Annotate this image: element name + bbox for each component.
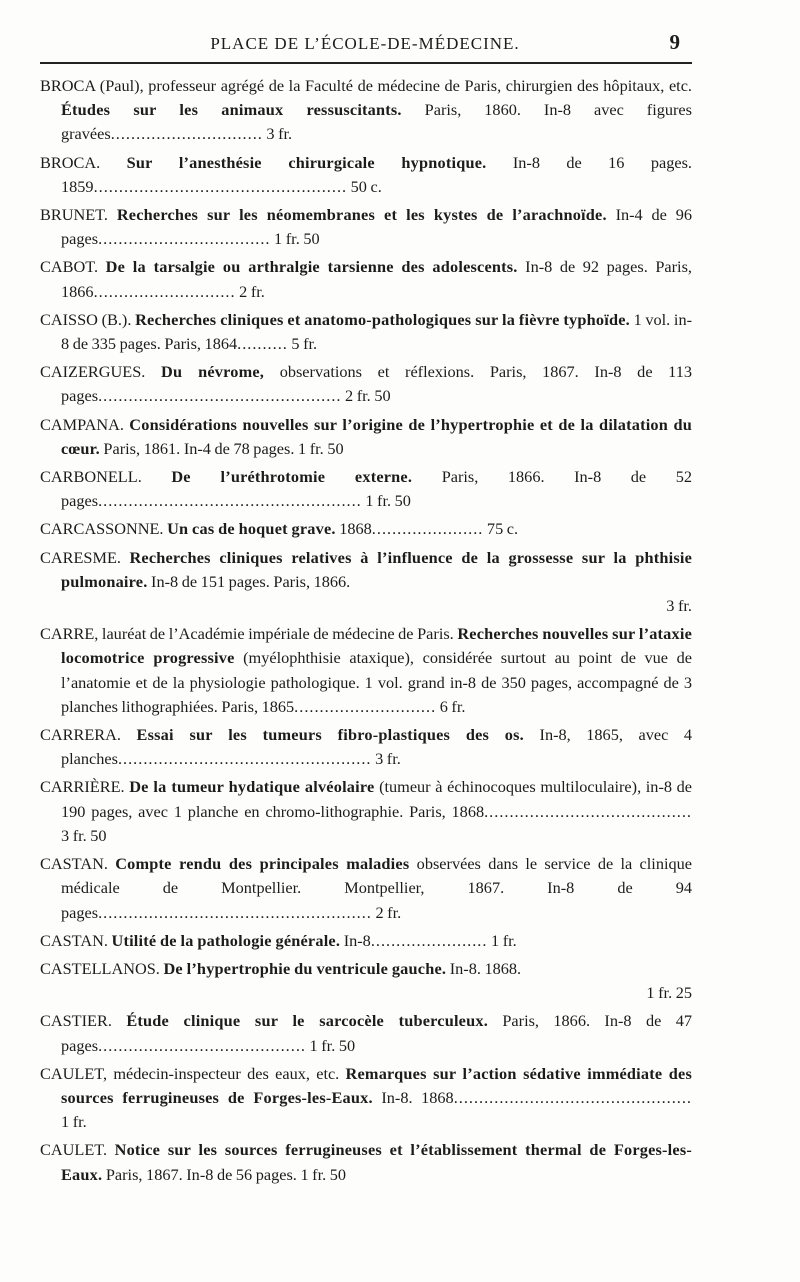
dot-leader: .......... [237, 334, 288, 354]
running-title: PLACE DE L’ÉCOLE-DE-MÉDECINE. [210, 34, 520, 53]
dot-leader: .................................................. [93, 176, 348, 196]
entry-title: Considérations nouvelles sur l’origine de l’hypertrophie et de la dilatation du cœur. [61, 414, 692, 458]
entry-details: In-8 de 92 pages. Paris, 1866 [61, 257, 692, 301]
entry-price: 3 fr. 50 [61, 825, 107, 845]
entry-details: In-8, 1865, avec 4 planches [61, 725, 692, 769]
entry-details: observations et réflexions. Paris, 1867. In-8 de 113 pages [61, 362, 693, 406]
page-number: 9 [669, 30, 680, 54]
entry-price: 3 fr. [375, 749, 401, 769]
entry-author: CARRE, lauréat de l’Académie impériale de médecine de Paris. [40, 624, 458, 644]
catalogue-entry [40, 1009, 692, 1057]
entry-author: BROCA. [40, 152, 127, 172]
catalogue-entry [40, 622, 692, 719]
entry-details: In-8 de 151 pages. Paris, 1866. [147, 571, 351, 591]
entry-details: In-8 de 16 pages. 1859 [61, 152, 692, 196]
entry-price: 2 fr. [375, 902, 402, 922]
catalogue-entry [40, 929, 692, 953]
entry-price: 2 fr. [239, 281, 265, 301]
catalogue-entry [40, 465, 692, 513]
entry-price: 1 fr. 50 [309, 1035, 356, 1055]
entry-title: Notice sur les sources ferrugineuses et l’établissement thermal de Forges-les-Eaux. [61, 1140, 692, 1184]
entry-author: CAULET, médecin-inspecteur des eaux, etc. [40, 1063, 346, 1083]
entry-title: De la tumeur hydatique alvéolaire [129, 777, 375, 797]
entry-author: BROCA (Paul), professeur agrégé de la Faculté de médecine de Paris, chirurgien des hôpitaux, etc. [40, 76, 692, 95]
entry-author: CARCASSONNE. [40, 519, 168, 539]
entry-details: In-8 [340, 930, 371, 950]
entry-price: 1 fr. 50 [365, 491, 411, 511]
entry-title: De l’hypertrophie du ventricule gauche. [163, 958, 447, 978]
entry-details: observées dans le service de la clinique médicale de Montpellier. Montpellier, 1867. In-8 de 94 pages [61, 854, 692, 922]
entry-price: 1 fr. 50 [274, 229, 320, 249]
dot-leader: .................................. [98, 229, 271, 249]
entry-price: 1 fr. 50 [298, 438, 344, 458]
entry-author: BRUNET. [40, 205, 117, 225]
entry-price: 1 fr. [61, 1112, 87, 1132]
entry-author: CARESME. [40, 547, 130, 567]
entry-author: CAMPANA. [40, 414, 130, 434]
entry-details: Paris, 1861. In-4 de 78 pages. [99, 438, 295, 458]
entry-details: (myélophthisie ataxique), considérée surtout au point de vue de l’anatomie et de la physiologie pathologique. 1 vol. grand in-8 de 350 pages, accompagné de 3 planches lithographiées. Paris, 1865 [61, 648, 692, 716]
entry-details: Paris, 1860. In-8 avec figures gravées [61, 100, 692, 144]
dot-leader: ...................... [371, 519, 484, 539]
entry-details: Paris, 1866. In-8 de 47 pages [61, 1011, 692, 1055]
entry-author: CASTAN. [40, 854, 116, 874]
entry-author: CASTIER. [40, 1011, 127, 1031]
entry-price: 1 fr. [491, 930, 517, 950]
entry-author: CARRIÈRE. [40, 777, 130, 797]
entry-title: Utilité de la pathologie générale. [111, 930, 341, 950]
catalogue-entry [40, 360, 692, 408]
entry-price: 1 fr. 25 [646, 983, 692, 1003]
entry-title: Remarques sur l’action sédative immédiate des sources ferrugineuses de Forges-les-Eaux. [61, 1063, 692, 1107]
entry-price: 6 fr. [439, 696, 466, 716]
catalogue-entry [40, 255, 692, 303]
dot-leader: ....................... [370, 930, 488, 950]
header-rule [40, 62, 692, 64]
catalogue-entry [40, 775, 692, 848]
entry-title: Essai sur les tumeurs fibro-plastiques des os. [136, 725, 524, 745]
entry-title: Recherches cliniques relatives à l’influence de la grossesse sur la phthisie pulmonaire. [61, 547, 693, 591]
dot-leader: ......................................... [98, 1035, 306, 1055]
entry-title: Recherches nouvelles sur l’ataxie locomotrice progressive [61, 624, 693, 668]
entry-details: (tumeur à échinocoques multiloculaire), in-8 de 190 pages, avec 1 planche en chromo-lithographie. Paris, 1868 [61, 777, 692, 821]
catalogue-entry [40, 151, 692, 199]
catalogue-entry [40, 1062, 692, 1135]
entry-price: 75 c. [486, 519, 519, 539]
entry-author: CARBONELL. [40, 467, 172, 487]
dot-leader: ............................ [93, 281, 236, 301]
dot-leader: ...................................................... [98, 902, 372, 922]
dot-leader: .................................................... [98, 491, 362, 511]
dot-leader: ................................................ [98, 386, 342, 406]
entry-title: Un cas de hoquet grave. [167, 519, 336, 539]
dot-leader: ............................ [294, 696, 437, 716]
catalogue-entry [40, 203, 692, 251]
entry-title: De la tarsalgie ou arthralgie tarsienne des adolescents. [105, 257, 518, 277]
catalogue-entry [40, 308, 692, 356]
page-header [40, 30, 690, 60]
entry-price: 3 fr. [266, 124, 293, 144]
entry-details: 1868 [335, 519, 372, 539]
entry-title: Du névrome, [161, 362, 265, 382]
dot-leader: ......................................... [484, 801, 692, 821]
entry-price: 5 fr. [291, 334, 318, 354]
entry-price: 2 fr. 50 [345, 386, 391, 406]
catalogue-entry [40, 517, 692, 541]
entry-price: 3 fr. [666, 596, 692, 616]
entry-details: 1 vol. in-8 de 335 pages. Paris, 1864 [61, 309, 693, 354]
catalogue-entry [40, 723, 692, 771]
catalogue-entry [40, 546, 692, 619]
entry-details: In-8. 1868 [372, 1087, 454, 1107]
catalogue-entries [40, 74, 692, 1191]
entry-price: 1 fr. 50 [300, 1164, 347, 1184]
entry-author: CASTELLANOS. [40, 958, 164, 978]
entry-title: Recherches sur les néomembranes et les kystes de l’arachnoïde. [116, 205, 607, 225]
entry-title: Compte rendu des principales maladies [115, 854, 410, 874]
catalogue-entry [40, 852, 692, 925]
entry-author: CASTAN. [40, 930, 112, 950]
entry-title: Étude clinique sur le sarcocèle tuberculeux. [126, 1011, 488, 1031]
entry-author: CAISSO (B.). [40, 309, 136, 329]
entry-title: Recherches cliniques et anatomo-pathologiques sur la fièvre typhoïde. [135, 309, 630, 329]
entry-details: In-4 de 96 pages [61, 205, 693, 249]
catalogue-entry [40, 1138, 692, 1186]
entry-author: CABOT. [40, 257, 106, 277]
entry-details: In-8. 1868. [446, 958, 522, 978]
dot-leader: .............................. [110, 124, 263, 144]
entry-author: CAIZERGUES. [40, 362, 162, 382]
entry-title: De l’uréthrotomie externe. [171, 467, 413, 487]
entry-details: Paris, 1867. In-8 de 56 pages. [102, 1164, 297, 1184]
entry-details: Paris, 1866. In-8 de 52 pages [61, 467, 693, 511]
dot-leader: ............................................... [453, 1087, 692, 1107]
dot-leader: .................................................. [117, 749, 372, 769]
entry-title: Études sur les animaux ressuscitants. [61, 100, 402, 120]
entry-price: 50 c. [350, 176, 382, 196]
entry-author: CARRERA. [40, 725, 137, 745]
catalogue-entry [40, 957, 692, 1005]
entry-title: Sur l’anesthésie chirurgicale hypnotique. [126, 152, 487, 172]
entry-author: CAULET. [40, 1140, 115, 1160]
catalogue-entry [40, 413, 692, 461]
catalogue-entry [40, 74, 692, 147]
